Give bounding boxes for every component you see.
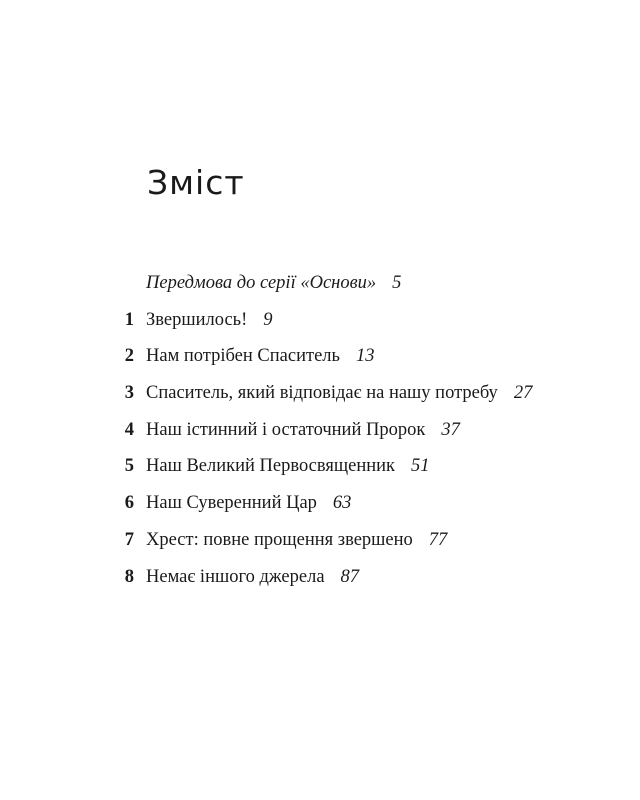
toc-entry-label: Звершилось! — [146, 309, 248, 330]
toc-entry-page: 9 — [263, 309, 273, 330]
toc-entry-text — [146, 451, 430, 481]
toc-entry-text — [146, 378, 532, 408]
toc-entry-text — [146, 268, 401, 298]
toc-entry-text — [146, 488, 351, 518]
toc-entry-page: 77 — [428, 529, 448, 550]
toc-entry-number: 3 — [124, 383, 134, 404]
table-of-contents — [0, 268, 640, 598]
toc-entry-label: Наш Суверенний Цар — [146, 493, 317, 514]
toc-entry-page: 63 — [332, 493, 352, 514]
toc-entry-label: Спаситель, який відповідає на нашу потребу — [146, 383, 498, 404]
toc-entry-number: 6 — [124, 493, 134, 514]
toc-entry-chapter-2 — [0, 341, 640, 378]
toc-entry-text — [146, 305, 273, 335]
page-title: Зміст — [147, 163, 245, 202]
toc-entry-label: Наш істинний і остаточний Пророк — [146, 419, 426, 440]
toc-entry-number: 4 — [124, 419, 134, 440]
toc-entry-chapter-4 — [0, 415, 640, 452]
toc-entry-number: 5 — [124, 456, 134, 477]
toc-entry-page: 13 — [355, 346, 375, 367]
toc-entry-number: 2 — [124, 346, 134, 367]
toc-entry-page: 37 — [441, 419, 460, 440]
toc-entry-label: Немає іншого джерела — [146, 566, 325, 587]
toc-entry-page: 51 — [411, 456, 430, 477]
toc-entry-preface — [0, 268, 640, 305]
toc-entry-chapter-3 — [0, 378, 640, 415]
toc-entry-chapter-7 — [0, 525, 640, 562]
toc-entry-number: 1 — [124, 309, 134, 330]
toc-entry-label: Наш Великий Первосвященник — [146, 456, 396, 477]
toc-entry-text — [146, 525, 447, 555]
toc-entry-chapter-6 — [0, 488, 640, 525]
toc-entry-label: Хрест: повне прощення звершено — [146, 529, 413, 550]
toc-entry-label: Нам потрібен Спаситель — [146, 346, 340, 367]
toc-entry-text — [146, 562, 359, 592]
toc-entry-text — [146, 415, 460, 445]
toc-entry-page: 27 — [513, 383, 533, 404]
toc-entry-page: 5 — [392, 273, 402, 293]
toc-entry-label: Передмова до серії «Основи» — [146, 273, 377, 293]
toc-entry-number: 7 — [124, 529, 134, 550]
toc-entry-text — [146, 341, 374, 371]
toc-entry-chapter-1 — [0, 305, 640, 342]
toc-entry-page: 87 — [340, 566, 360, 587]
toc-entry-chapter-5 — [0, 451, 640, 488]
toc-entry-number: 8 — [124, 566, 134, 587]
toc-entry-chapter-8 — [0, 562, 640, 599]
